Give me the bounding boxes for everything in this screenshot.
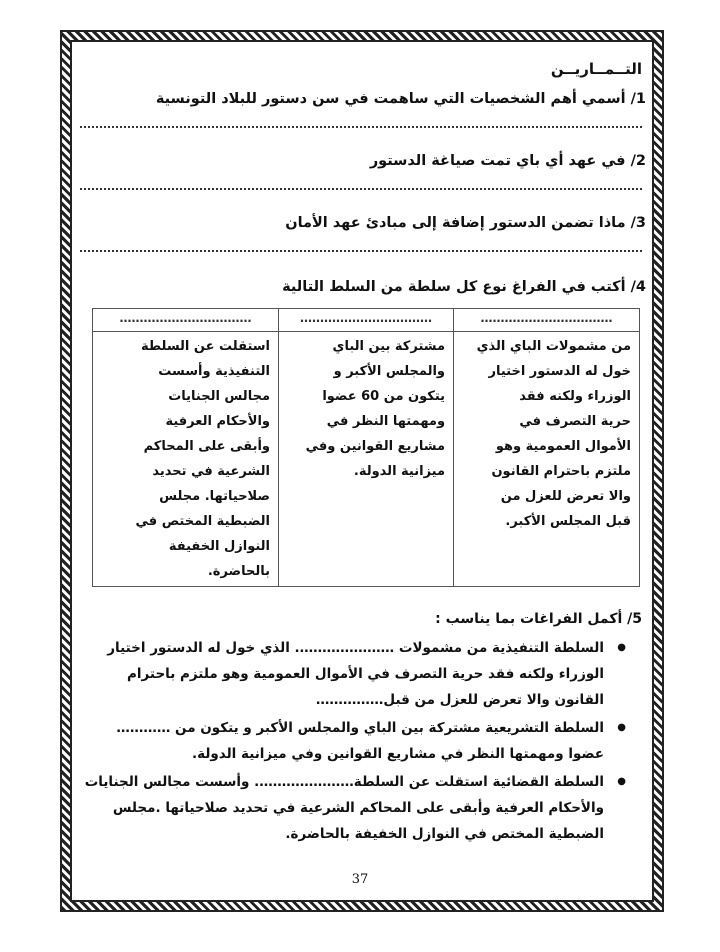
worksheet-content (80, 60, 648, 849)
question-2: 2/ في عهد أي باي تمت صياغة الدستور (369, 153, 646, 169)
question-4: 4/ أكتب في الفراغ نوع كل سلطة من السلط التالية (282, 279, 646, 295)
blank-answer-cell: …………………………… (93, 309, 279, 332)
table-header-row (93, 309, 640, 332)
question-5 (80, 611, 648, 847)
cell-text: مشتركة بين الباي والمجلس الأكبر و يتكون من 60 عضوا ومهمتها النظر في مشاريع القوانين وفي ميزانية الدولة. (305, 339, 446, 479)
list-item: ● السلطة القضائية استقلت عن السلطة…………………. وأسست مجالس الجنايات والأحكام العرفية وأبقى على المحاكم الشرعية في تحديد صلاحياتها .مجلس الضبطية المختص في النوازل الخفيفة بالحاضرة. (80, 769, 626, 847)
blank-answer-cell: …………………………… (279, 309, 454, 332)
answer-line-1 (80, 122, 642, 128)
answer-line-2 (80, 184, 642, 190)
question-5-label: 5/ أكمل الفراغات بما يناسب : (435, 611, 642, 627)
question-3: 3/ ماذا تضمن الدستور إضافة إلى مبادئ عهد الأمان (285, 215, 646, 231)
cell-text: من مشمولات الباي الذي خول له الدستور اختيار الوزراء ولكنه فقد حرية التصرف في الأموال العمومية وهو ملتزم باحترام القانون والا تعرض للعزل من قبل المجلس الأكبر. (476, 339, 631, 529)
table-cell-legislative (279, 332, 454, 587)
list-item: ● السلطة التشريعية مشتركة بين الباي والمجلس الأكبر و يتكون من ………… عضوا ومهمتها النظر في مشاريع القوانين وفي ميزانية الدولة. (80, 715, 626, 767)
question-1: 1/ أسمي أهم الشخصيات التي ساهمت في سن دستور للبلاد التونسية (155, 91, 646, 107)
page-title: التــمــاريــن (550, 60, 642, 78)
cell-text: استقلت عن السلطة التنفيذية وأسست مجالس الجنايات والأحكام العرفية وأبقى على المحاكم الشرعية في تحديد صلاحياتها. مجلس الضبطية المختص في النوازل الخفيفة بالحاضرة. (135, 339, 270, 579)
powers-table (92, 308, 640, 587)
table-cell-judicial (93, 332, 279, 587)
answer-line-3 (80, 246, 642, 252)
fill-in-list (80, 635, 648, 847)
table-row (93, 332, 640, 587)
blank-answer-cell: …………………………… (454, 309, 640, 332)
page-number: 37 (351, 872, 369, 887)
list-item: ● السلطة التنفيذية من مشمولات …………………. الذي خول له الدستور اختيار الوزراء ولكنه فقد حرية التصرف في الأموال العمومية وهو ملتزم باحترام القانون والا تعرض للعزل من قبل…………… (80, 635, 626, 713)
table-cell-executive (454, 332, 640, 587)
